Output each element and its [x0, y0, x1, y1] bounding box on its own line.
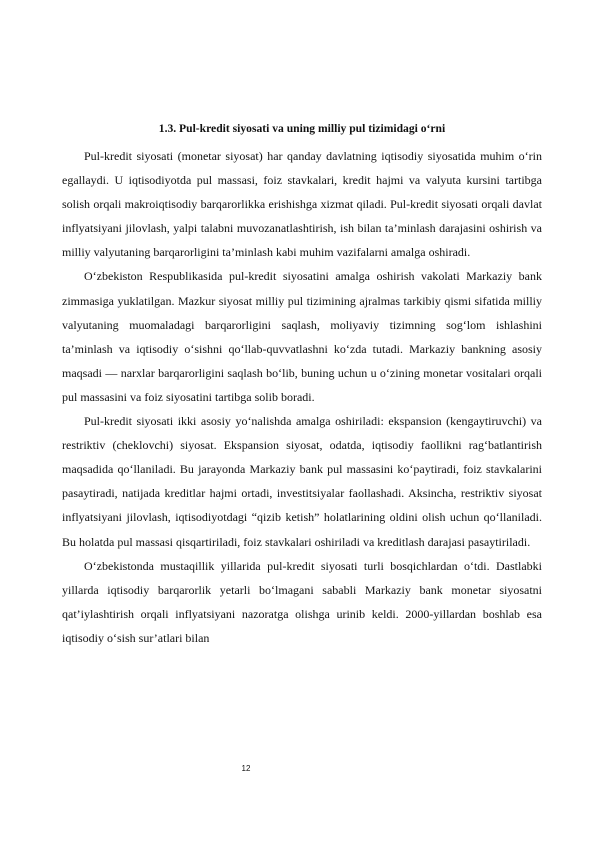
paragraph-4: O‘zbekistonda mustaqillik yillarida pul-kredit siyosati turli bosqichlardan o‘tdi. Dastlabki yillarda iqtisodiy barqarorlik yetarli bo‘lmagani sababli Markaziy bank monetar siyosatni qat’iylashtirish orqali inflyatsiyani nazoratga olishga urinib keldi. 2000-yillardan boshlab esa iqtisodiy o‘sish sur’atlari bilan [62, 558, 542, 645]
paragraph-1: Pul-kredit siyosati (monetar siyosat) har qanday davlatning iqtisodiy siyosatida muhim o‘rin egallaydi. U iqtisodiyotda pul massasi, foiz stavkalari, kredit hajmi va valyuta kursini tartibga solish orqali makroiqtisodiy barqarorlikka erishishga xizmat qiladi. Pul-kredit siyosati orqali davlat inflyatsiyani jilovlash, yalpi talabni muvozanatlashtirish, ish bilan ta’minlash darajasini oshirish va milliy valyutaning barqarorligini ta’minlash kabi muhim vazifalarni amalga oshiradi. [62, 149, 542, 260]
paragraph-2: O‘zbekiston Respublikasida pul-kredit siyosatini amalga oshirish vakolati Markaziy bank zimmasiga yuklatilgan. Mazkur siyosat milliy pul tizimining ajralmas tarkibiy qismi sifatida milliy valyutaning muomaladagi barqarorligini saqlash, moliyaviy tizimning sog‘lom ishlashini ta’minlash va iqtisodiy o‘sishni qo‘llab-quvvatlashni ko‘zda tutadi. Markaziy bankning asosiy maqsadi — narxlar barqarorligini saqlash bo‘lib, buning uchun u o‘zining monetar vositalari orqali pul massasini va foiz siyosatini tartibga solib boradi. [62, 269, 542, 404]
section-heading: 1.3. Pul-kredit siyosati va uning milliy pul tizimidagi o‘rni [158, 122, 446, 135]
body-text [62, 144, 542, 650]
page-number: 12 [241, 764, 251, 773]
paragraph-3: Pul-kredit siyosati ikki asosiy yo‘nalishda amalga oshiriladi: ekspansion (kengaytiruvchi) va restriktiv (cheklovchi) siyosat. Ekspansion siyosat, odatda, iqtisodiy faollikni rag‘batlantirish maqsadida qo‘llaniladi. Bu jarayonda Markaziy bank pul massasini ko‘paytiradi, foiz stavkalarini pasaytiradi, natijada kreditlar hajmi ortadi, investitsiyalar faollashadi. Aksincha, restriktiv siyosat inflyatsiyani jilovlash, iqtisodiyotdagi “qizib ketish” holatlarining oldini olish uchun qo‘llaniladi. Bu holatda pul massasi qisqartiriladi, foiz stavkalari oshiriladi va kreditlash darajasi pasaytiriladi. [62, 414, 542, 549]
